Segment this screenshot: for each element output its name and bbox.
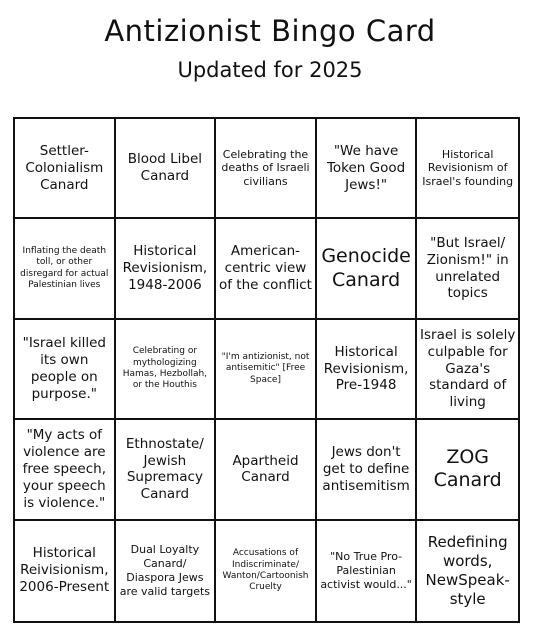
bingo-cell: Settler-Colonialism Canard — [15, 119, 116, 219]
bingo-cell: "My acts of violence are free speech, your speech is violence." — [15, 420, 116, 520]
bingo-cell: "We have Token Good Jews!" — [317, 119, 418, 219]
bingo-cell free-space: "I'm antizionist, not antisemitic" [Free Space] — [216, 320, 317, 420]
bingo-cell: Dual Loyalty Canard/ Diaspora Jews are valid targets — [116, 521, 217, 621]
page-title: Antizionist Bingo Card — [104, 14, 436, 48]
bingo-cell: Historical Revisionism, 1948-2006 — [116, 219, 217, 319]
bingo-cell: Redefining words, NewSpeak-style — [425, 533, 510, 608]
bingo-cell: Blood Libel Canard — [116, 119, 217, 219]
bingo-cell: American-centric view of the conflict — [216, 219, 317, 319]
page-subtitle: Updated for 2025 — [177, 58, 363, 82]
bingo-cell: Israel is solely culpable for Gaza's standard of living — [417, 320, 518, 420]
bingo-cell: Accusations of Indiscriminate/ Wanton/Cartoonish Cruelty — [216, 521, 317, 621]
bingo-cell: ZOG Canard — [417, 420, 518, 520]
bingo-cell: Historical Revisionism of Israel's founding — [417, 119, 518, 219]
bingo-cell: Ethnostate/ Jewish Supremacy Canard — [116, 420, 217, 520]
bingo-cell: Historical Revisionism, Pre-1948 — [317, 320, 418, 420]
bingo-cell: Historical Reivisionism, 2006-Present — [15, 521, 116, 621]
bingo-cell: Inflating the death toll, or other disregard for actual Palestinian lives — [15, 219, 116, 319]
bingo-cell: Celebrating or mythologizing Hamas, Hezbollah, or the Houthis — [116, 320, 217, 420]
bingo-cell: Apartheid Canard — [216, 420, 317, 520]
bingo-cell: "No True Pro-Palestinian activist would..." — [317, 521, 418, 621]
bingo-cell: Jews don't get to define antisemitism — [317, 420, 418, 520]
bingo-grid — [13, 117, 520, 623]
bingo-cell: "Israel killed its own people on purpose." — [15, 320, 116, 420]
bingo-cell: Genocide Canard — [317, 219, 418, 319]
bingo-cell: Celebrating the deaths of Israeli civilians — [216, 119, 317, 219]
bingo-cell: "But Israel/ Zionism!" in unrelated topics — [417, 219, 518, 319]
